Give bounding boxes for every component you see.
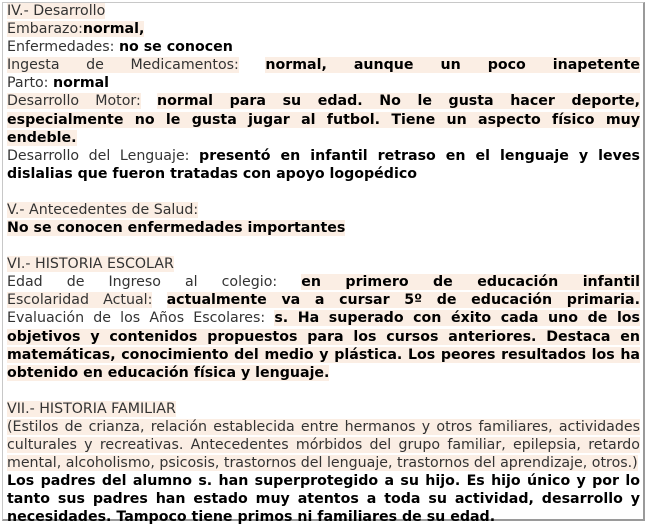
section-historia-familiar (7, 400, 640, 418)
ingreso-value: en primero de educación infantil (301, 274, 641, 291)
section-historia-escolar (7, 255, 640, 273)
lenguaje-label: Desarrollo del Lenguaje: (7, 147, 190, 164)
section-title-antecedentes-salud: V.- Antecedentes de Salud: (7, 201, 199, 218)
field-historia-familiar (7, 472, 640, 526)
section-title-desarrollo: IV.- Desarrollo (7, 3, 106, 19)
antecedentes-salud-value: No se conocen enfermedades importantes (7, 220, 346, 237)
field-parto (7, 74, 640, 92)
enfermedades-value: no se conocen (118, 39, 233, 56)
field-escolaridad (7, 291, 640, 309)
field-enfermedades (7, 38, 640, 56)
historia-familiar-value: Los padres del alumno s. han superprotegido a su hijo. Es hijo único y por lo tanto sus padres han estado muy atentos a toda su actividad, desarrollo y necesidades. Tampoco tiene primos ni familiares de su edad. (7, 473, 640, 526)
parto-label: Parto: (7, 75, 49, 92)
lenguaje-value: presentó en infantil retraso en el lenguaje y leves dislalias que fueron tratadas con apoyo logopédico (7, 147, 640, 182)
field-antecedentes-salud (7, 219, 640, 237)
field-embarazo (7, 20, 640, 38)
escolaridad-label: Escolaridad Actual: (7, 292, 153, 309)
field-edad-ingreso (7, 273, 640, 291)
field-desarrollo-motor (7, 92, 640, 146)
field-historia-familiar-intro (7, 418, 640, 472)
enfermedades-label: Enfermedades: (7, 39, 115, 56)
evaluacion-value: s. Ha superado con éxito cada uno de los objetivos y contenidos propuestos para los cursos anteriores. Destaca en matemáticas, conocimiento del medio y plástica. Los peores resultados los ha obtenido en educación física y lenguaje. (7, 310, 641, 381)
ingreso-label: Edad de Ingreso al colegio: (7, 274, 278, 291)
section-title-historia-familiar: VII.- HISTORIA FAMILIAR (7, 400, 176, 417)
field-ingesta (7, 56, 640, 74)
section-antecedentes-salud (7, 201, 640, 219)
historia-familiar-intro: (Estilos de crianza, relación establecida entre hermanos y otros familiares, actividades culturales y recreativas. Antecedentes mórbidos del grupo familiar, epilepsia, retardo mental, alcoholismo, psicosis, trastornos del lenguaje, trastornos del aprendizaje, otros.) (7, 418, 640, 472)
ingesta-label: Ingesta de Medicamentos: (7, 57, 239, 74)
motor-value: normal para su edad. No le gusta hacer deporte, especialmente no le gusta jugar al futbol. Tiene un aspecto físico muy endeble. (7, 93, 640, 146)
evaluacion-label: Evaluación de los Años Escolares: (7, 310, 266, 327)
document-body (7, 2, 640, 526)
field-desarrollo-lenguaje (7, 147, 640, 183)
motor-label: Desarrollo Motor: (7, 93, 141, 110)
section-desarrollo (7, 2, 640, 20)
embarazo-value: normal, (82, 21, 145, 38)
ingesta-value: normal, aunque un poco inapetente (265, 57, 640, 74)
field-evaluacion (7, 309, 640, 381)
embarazo-label: Embarazo: (7, 21, 83, 38)
parto-value: normal (52, 75, 110, 92)
escolaridad-value: actualmente va a cursar 5º de educación primaria. (166, 292, 640, 309)
section-title-historia-escolar: VI.- HISTORIA ESCOLAR (7, 256, 174, 273)
